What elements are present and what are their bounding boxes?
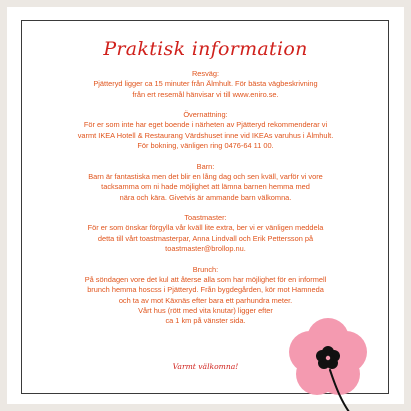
flower-icon — [285, 312, 411, 411]
page-title: Praktisk information — [103, 38, 308, 60]
section-line: För er som inte har eget boende i närheten av Pjätteryd rekommenderar vi — [83, 120, 328, 130]
section-line: och ta av mot Käxnäs efter bara ett parhundra meter. — [118, 295, 293, 305]
section-line: På söndagen vore det kul att återse alla som har möjlighet för en informell — [84, 274, 327, 284]
section-heading: Barn: — [196, 161, 215, 171]
section-line: För bokning, vänligen ring 0476-64 11 00. — [137, 141, 274, 151]
signoff: Varmt välkomna! — [172, 362, 239, 371]
section-toastmaster — [29, 213, 382, 254]
section-line: toastmaster@brollop.nu. — [165, 244, 246, 254]
section-line: från ert resemål hänvisar vi till www.eniro.se. — [132, 89, 279, 99]
section-line: Barn är fantastiska men det blir en lång dag och sen kväll, varför vi vore — [88, 171, 323, 181]
section-heading: Toastmaster: — [184, 213, 227, 223]
section-heading: Resväg: — [191, 69, 220, 78]
section-line: För er som önskar förgylla vår kväll lite extra, ber vi er vänligen meddela — [87, 223, 324, 233]
section-children — [29, 162, 382, 203]
section-line: Vårt hus (rött med vita knutar) ligger efter — [138, 305, 273, 315]
section-line: brunch hemma hoscss i Pjätteryd. Från bygdegården, kör mot Hamneda — [87, 285, 324, 295]
info-content — [29, 69, 382, 337]
section-line: detta till vårt toastmasterpar, Anna Lindvall och Erik Pettersson på — [97, 233, 314, 243]
section-travel — [29, 69, 382, 100]
section-line: tacksamma om ni hade möjlighet att lämna barnen hemma med — [101, 182, 310, 192]
section-line: varmt IKEA Hotell & Restaurang Värdshuset inne vid IKEAs varuhus i Älmhult. — [77, 130, 334, 140]
section-accommodation — [29, 110, 382, 151]
section-heading: Övernattning: — [183, 110, 228, 120]
section-line: Pjätteryd ligger ca 15 minuter från Älmhult. För bästa vägbeskrivning — [93, 79, 318, 89]
section-line: ca 1 km på vänster sida. — [165, 316, 246, 326]
section-line: nära och kära. Givetvis är ammande barn välkomna. — [119, 192, 292, 202]
section-heading: Brunch: — [192, 264, 219, 274]
